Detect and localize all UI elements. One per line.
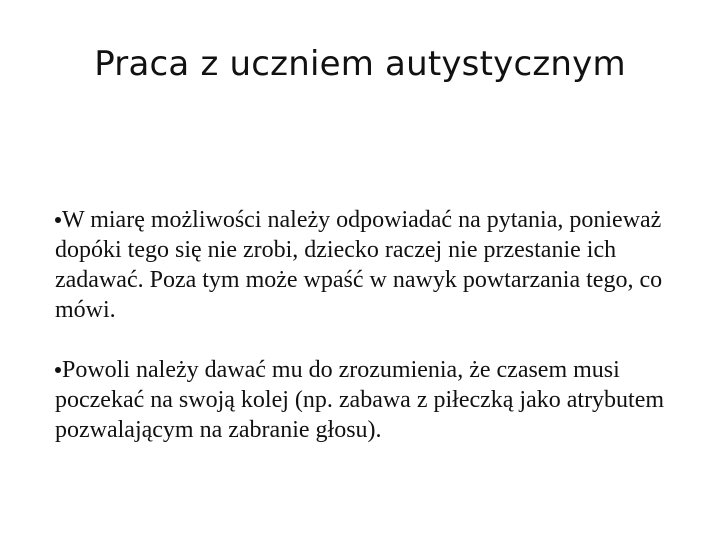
- bullet-dot-icon: [55, 217, 61, 223]
- bullet-list: [55, 205, 685, 445]
- bullet-dot-icon: [55, 367, 61, 373]
- bullet-item: [55, 355, 685, 445]
- slide-title: Praca z uczniem autystycznym: [94, 44, 626, 84]
- bullet-item: [55, 205, 685, 325]
- bullet-text: Powoli należy dawać mu do zrozumienia, że czasem musi poczekać na swoją kolej (np. zabawa z piłeczką jako atrybutem pozwalającym na zabranie głosu).: [55, 357, 665, 443]
- bullet-text: W miarę możliwości należy odpowiadać na pytania, ponieważ dopóki tego się nie zrobi, dziecko raczej nie przestanie ich zadawać. Poza tym może wpaść w nawyk powtarzania tego, co mówi.: [55, 207, 663, 323]
